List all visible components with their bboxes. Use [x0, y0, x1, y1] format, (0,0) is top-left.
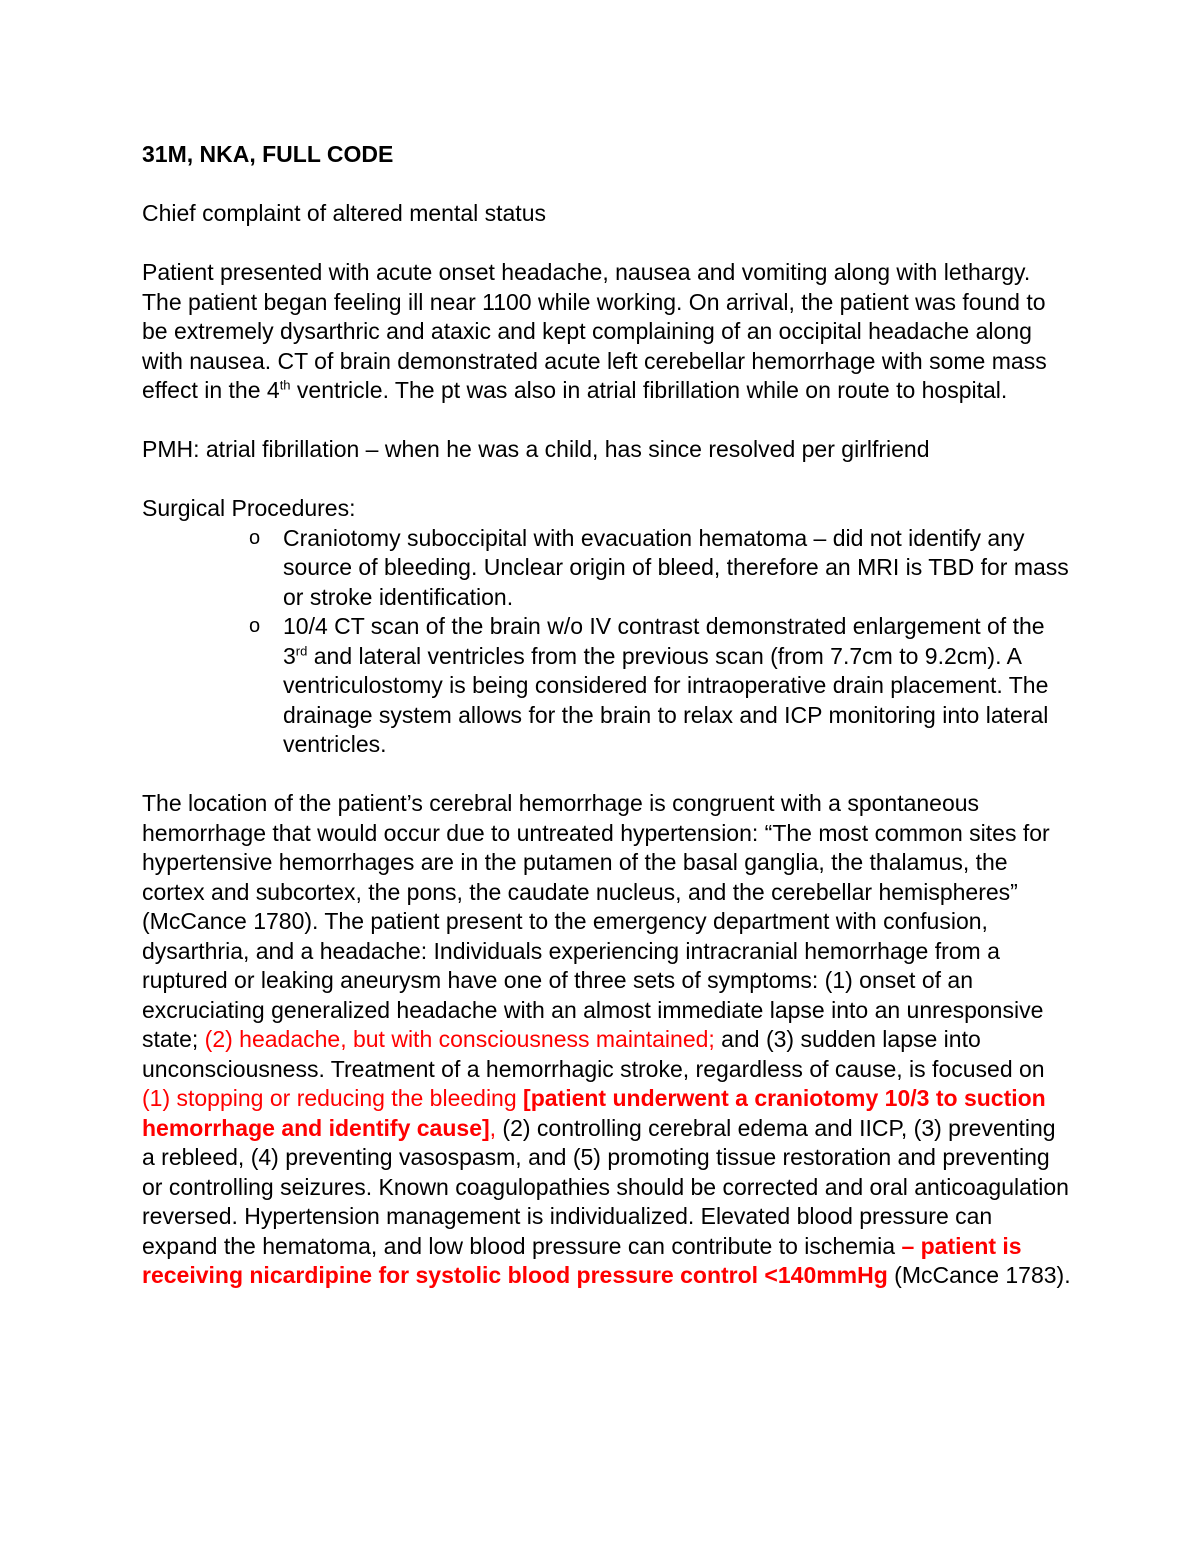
- surgical-procedures-list: [142, 524, 1072, 760]
- list-item: [142, 612, 1072, 760]
- superscript-th: th: [279, 377, 291, 393]
- highlight-treatment: (1) stopping or reducing the bleeding: [142, 1085, 524, 1111]
- list-item: [142, 524, 1072, 613]
- patient-header: 31M, NKA, FULL CODE: [142, 141, 394, 167]
- circle-bullet-icon: o: [249, 526, 261, 549]
- pmh-line: PMH: atrial fibrillation – when he was a child, has since resolved per girlfriend: [142, 436, 930, 462]
- discussion-text-3: (2) controlling cerebral edema and IICP, (3) preventing a rebleed, (4) preventing vasospasm, and (5) promoting tissue restoration and preventing or controlling seizures. Known coagulopathies should be corrected and oral anticoagulation reversed. Hypertension management is individualized. Elevated blood pressure can expand the hematoma, and low blood pressure can contribute to ischemia: [142, 1114, 1069, 1259]
- highlight-nicardipine-note: – patient is receiving nicardipine for systolic blood pressure control <140mmHg: [142, 1232, 1022, 1288]
- discussion-text-2: and (3) sudden lapse into unconsciousness. Treatment of a hemorrhagic stroke, regardless of cause, is focused on: [142, 1026, 1045, 1082]
- procedure-text: Craniotomy suboccipital with evacuation hematoma – did not identify any source of bleeding. Unclear origin of bleed, therefore an MRI is TBD for mass or stroke identification.: [283, 524, 1069, 610]
- highlight-comma: ,: [489, 1114, 497, 1141]
- presentation-text-1: Patient presented with acute onset headache, nausea and vomiting along with lethargy. The patient began feeling ill near 1100 while working. On arrival, the patient was found to be extremely dysarthric and ataxic and kept complaining of an occipital headache along with nausea. CT of brain demonstrated acute left cerebellar hemorrhage with some mass effect in the 4: [142, 259, 1047, 403]
- discussion-text-4: (McCance 1783).: [887, 1262, 1071, 1288]
- procedure-text-a: 10/4 CT scan of the brain w/o IV contrast demonstrated enlargement of the 3: [283, 613, 1045, 669]
- presentation-paragraph: [142, 258, 1072, 406]
- highlight-craniotomy-note: [patient underwent a craniotomy 10/3 to suction hemorrhage and identify cause]: [142, 1085, 1046, 1141]
- presentation-text-2: ventricle. The pt was also in atrial fibrillation while on route to hospital.: [290, 377, 1008, 403]
- highlight-symptom: (2) headache, but with consciousness maintained;: [204, 1026, 715, 1052]
- superscript-rd: rd: [295, 642, 308, 658]
- surgical-procedures-heading: Surgical Procedures:: [142, 495, 356, 521]
- chief-complaint: Chief complaint of altered mental status: [142, 200, 546, 226]
- document-page: [142, 140, 1072, 1320]
- discussion-text-1: The location of the patient’s cerebral hemorrhage is congruent with a spontaneous hemorrhage that would occur due to untreated hypertension: “The most common sites for hypertensive hemorrhages are in the putamen of the basal ganglia, the thalamus, the cortex and subcortex, the pons, the caudate nucleus, and the cerebellar hemispheres” (McCance 1780). The patient present to the emergency department with confusion, dysarthria, and a headache: Individuals experiencing intracranial hemorrhage from a ruptured or leaking aneurysm have one of three sets of symptoms: (1) onset of an excruciating generalized headache with an almost immediate lapse into an unresponsive state;: [142, 790, 1050, 1052]
- discussion-paragraph: [142, 789, 1072, 1291]
- circle-bullet-icon: o: [249, 615, 261, 637]
- procedure-text-b: and lateral ventricles from the previous scan (from 7.7cm to 9.2cm). A ventriculostomy is being considered for intraoperative drain placement. The drainage system allows for the brain to relax and ICP monitoring into lateral ventricles.: [283, 642, 1049, 757]
